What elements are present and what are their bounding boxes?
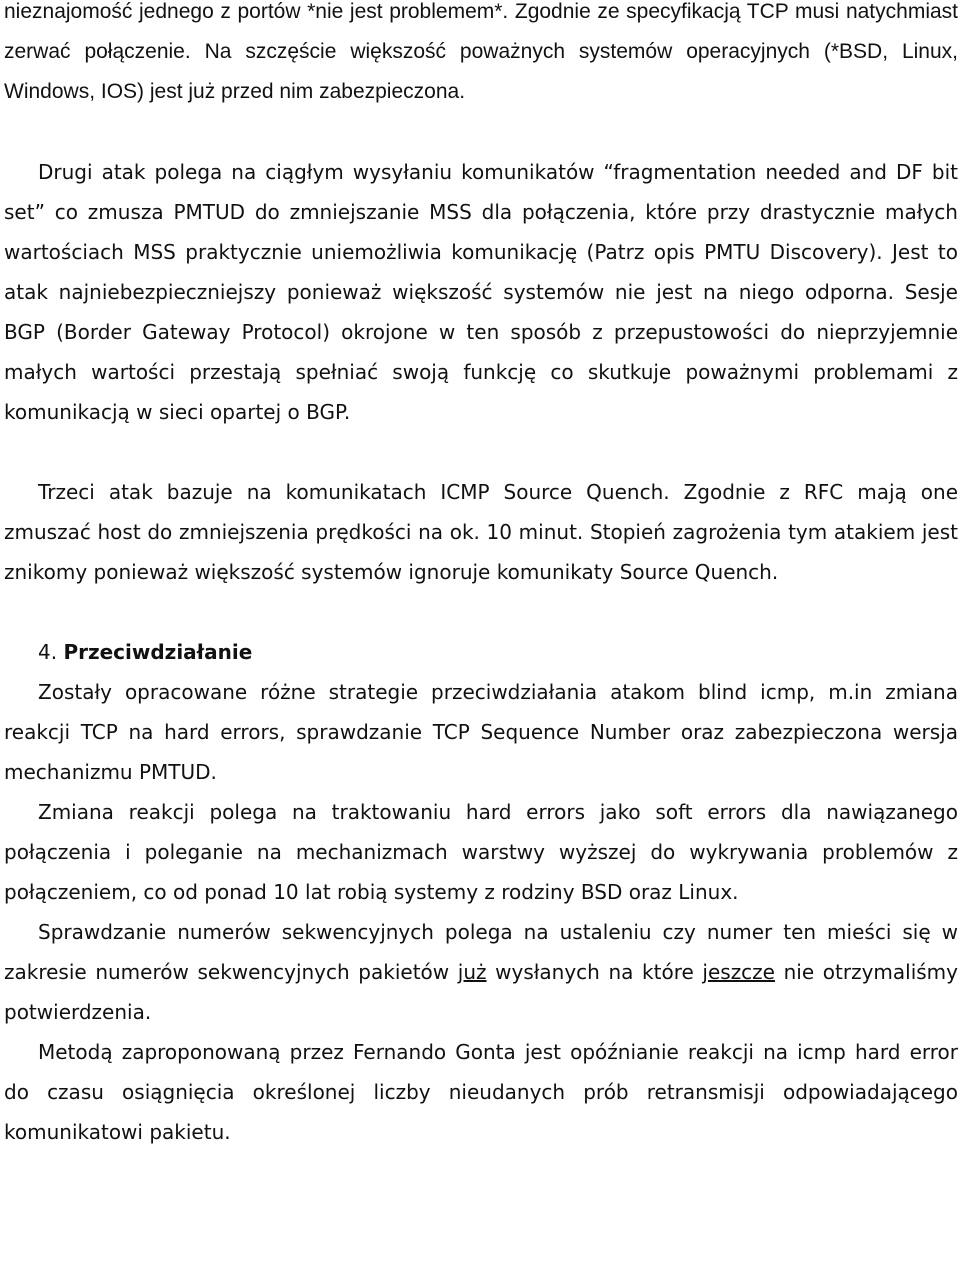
sequence-text-part3: nie otrzymaliśmy potwierdzenia. bbox=[4, 960, 958, 1024]
paragraph-spacer bbox=[4, 592, 958, 632]
sequence-text-part2: wysłanych na które bbox=[486, 960, 703, 984]
attack-three-paragraph: Trzeci atak bazuje na komunikatach ICMP Source Quench. Zgodnie z RFC mają one zmuszać host do zmniejszenia prędkości na ok. 10 minut. Stopień zagrożenia tym atakiem jest znikomy ponieważ większość systemów ignoruje komunikaty Source Quench. bbox=[4, 480, 958, 584]
sequence-text-part1: Sprawdzanie numerów sekwencyjnych polega na ustaleniu czy numer ten mieści się w zakresie numerów sekwencyjnych pakietów bbox=[4, 920, 958, 984]
section-heading bbox=[4, 632, 958, 672]
paragraph-spacer bbox=[4, 432, 958, 472]
gonta-method-paragraph: Metodą zaproponowaną przez Fernando Gonta jest opóźnianie reakcji na icmp hard error do czasu osiągnięcia określonej liczby nieudanych prób retransmisji odpowiadającego komunikatowi pakietu. bbox=[4, 1040, 958, 1144]
strategies-paragraph: Zostały opracowane różne strategie przeciwdziałania atakom blind icmp, m.in zmiana reakcji TCP na hard errors, sprawdzanie TCP Sequence Number oraz zabezpieczona wersja mechanizmu PMTUD. bbox=[4, 680, 958, 784]
document-page bbox=[4, 0, 958, 1152]
sequence-check-paragraph bbox=[4, 912, 958, 1032]
intro-paragraph: nieznajomość jednego z portów *nie jest problemem*. Zgodnie ze specyfikacją TCP musi natychmiast zerwać połączenie. Na szczęście większość poważnych systemów operacyjnych (*BSD, Linux, Windows, IOS) jest już przed nim zabezpieczona. bbox=[4, 0, 958, 103]
underlined-word-juz: już bbox=[457, 960, 487, 984]
section-title: Przeciwdziałanie bbox=[63, 640, 253, 664]
reaction-change-paragraph: Zmiana reakcji polega na traktowaniu hard errors jako soft errors dla nawiązanego połączenia i poleganie na mechanizmach warstwy wyższej do wykrywania problemów z połączeniem, co od ponad 10 lat robią systemy z rodziny BSD oraz Linux. bbox=[4, 800, 958, 904]
paragraph-spacer bbox=[4, 112, 958, 152]
underlined-word-jeszcze: jeszcze bbox=[702, 960, 775, 984]
attack-two-paragraph: Drugi atak polega na ciągłym wysyłaniu komunikatów “fragmentation needed and DF bit set” co zmusza PMTUD do zmniejszanie MSS dla połączenia, które przy drastycznie małych wartościach MSS praktycznie uniemożliwia komunikację (Patrz opis PMTU Discovery). Jest to atak najniebezpieczniejszy ponieważ większość systemów nie jest na niego odporna. Sesje BGP (Border Gateway Protocol) okrojone w ten sposób z przepustowości do nieprzyjemnie małych wartości przestają spełniać swoją funkcję co skutkuje poważnymi problemami z komunikacją w sieci opartej o BGP. bbox=[4, 160, 958, 424]
section-number: 4. bbox=[38, 640, 64, 664]
